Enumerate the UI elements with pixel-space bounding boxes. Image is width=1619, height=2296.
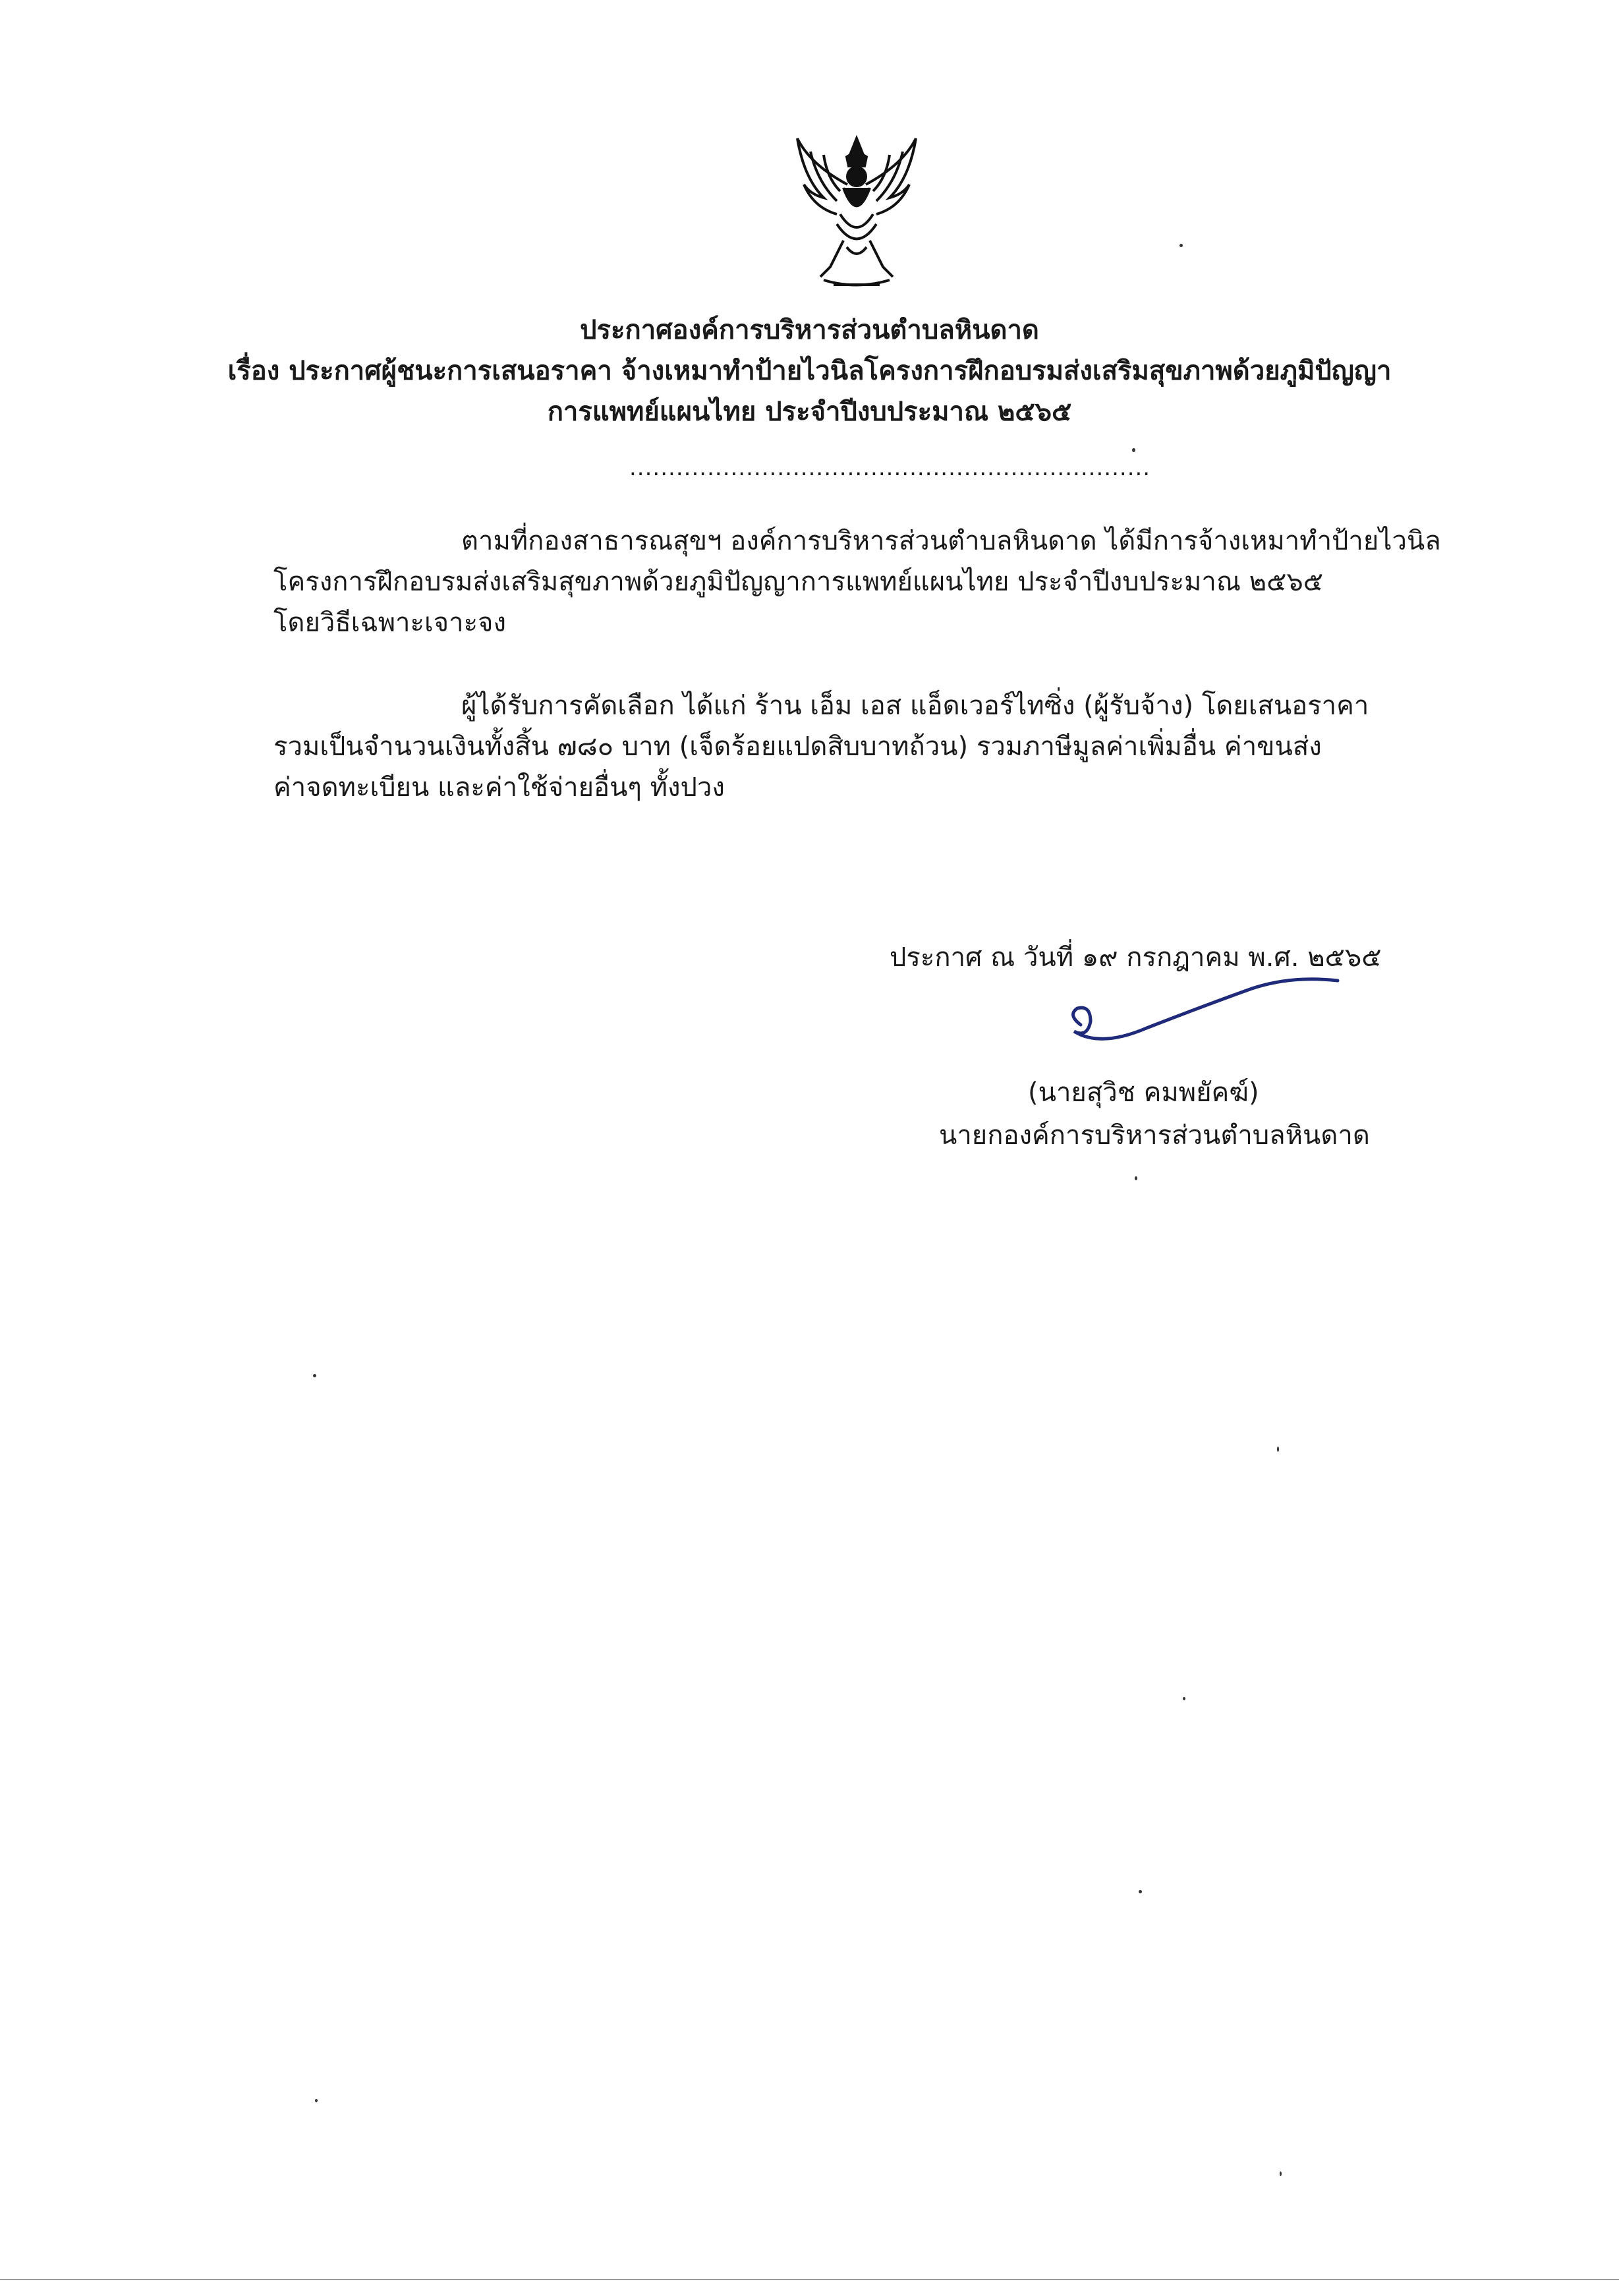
- scan-speck: [1280, 2171, 1282, 2176]
- paragraph-1-line-1: ตามที่กองสาธารณสุขฯ องค์การบริหารส่วนตำบลหินดาด ได้มีการจ้างเหมาทำป้ายไวนิล: [461, 526, 1441, 556]
- title-line-3: การแพทย์แผนไทย ประจำปีงบประมาณ ๒๕๖๕: [547, 397, 1072, 427]
- title-line-2: เรื่อง ประกาศผู้ชนะการเสนอราคา จ้างเหมาทำป้ายไวนิลโครงการฝึกอบรมส่งเสริมสุขภาพด้วยภูมิปัญญา: [227, 356, 1392, 386]
- signature-mark-icon: [1054, 969, 1357, 1061]
- scan-edge-line: [0, 2279, 1619, 2280]
- scan-speck: [1277, 1447, 1279, 1452]
- announcement-date: ประกาศ ณ วันที่ ๑๙ กรกฎาคม พ.ศ. ๒๕๖๕: [890, 942, 1382, 973]
- signer-name: (นายสุวิช คมพยัคฆ์): [1028, 1077, 1259, 1108]
- scan-speck: [1179, 244, 1183, 247]
- title-separator-dots: ...................................................................: [629, 455, 1151, 481]
- paragraph-2: [273, 685, 1446, 808]
- garuda-emblem-icon: [784, 125, 929, 290]
- paragraph-2-line-1: ผู้ได้รับการคัดเลือก ได้แก่ ร้าน เอ็ม เอส แอ็ดเวอร์ไทซิ่ง (ผู้รับจ้าง) โดยเสนอราคา: [461, 691, 1369, 721]
- title-line-1: ประกาศองค์การบริหารส่วนตำบลหินดาด: [580, 315, 1039, 345]
- paragraph-1-line-2: โครงการฝึกอบรมส่งเสริมสุขภาพด้วยภูมิปัญญาการแพทย์แผนไทย ประจำปีงบประมาณ ๒๕๖๕: [273, 567, 1324, 597]
- paragraph-1: [273, 521, 1446, 643]
- paragraph-2-line-2: รวมเป็นจำนวนเงินทั้งสิ้น ๗๘๐ บาท (เจ็ดร้อยแปดสิบบาทถ้วน) รวมภาษีมูลค่าเพิ่มอื่น ค่าขนส่ง: [273, 732, 1322, 762]
- scan-speck: [1135, 1176, 1137, 1180]
- paragraph-1-line-3: โดยวิธีเฉพาะเจาะจง: [273, 608, 507, 638]
- scan-speck: [313, 1374, 316, 1377]
- scan-speck: [315, 2099, 318, 2102]
- document-title: [198, 310, 1421, 432]
- scan-speck: [1183, 1697, 1185, 1700]
- scan-speck: [1139, 1890, 1142, 1893]
- paragraph-2-line-3: ค่าจดทะเบียน และค่าใช้จ่ายอื่นๆ ทั้งปวง: [273, 772, 725, 803]
- signer-title: นายกองค์การบริหารส่วนตำบลหินดาด: [939, 1120, 1370, 1151]
- scan-speck: [1132, 448, 1135, 452]
